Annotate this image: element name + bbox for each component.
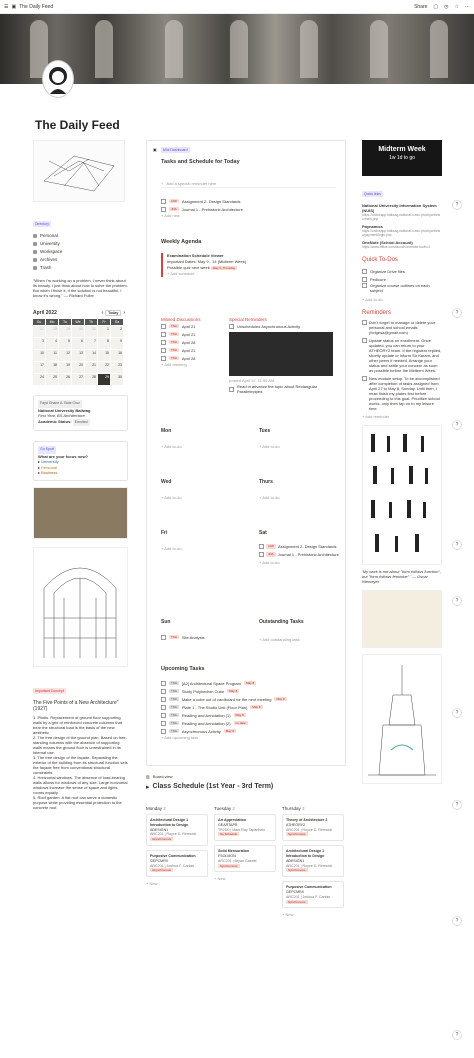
- missed-row[interactable]: TSA April 21: [161, 330, 223, 338]
- task-row[interactable]: JNA Journal 1 - Prehistoric Architecture: [161, 205, 336, 213]
- nav-personal[interactable]: Personal: [33, 233, 128, 238]
- calendar-day[interactable]: 12: [59, 350, 71, 361]
- nav-university[interactable]: University: [33, 241, 128, 246]
- plus-icon: +: [161, 180, 164, 186]
- calendar-day[interactable]: 4: [46, 338, 58, 349]
- status-badge: Enrolled: [73, 419, 90, 427]
- tasks-title: Tasks and Schedule for Today: [161, 159, 240, 165]
- page-title: The Daily Feed: [35, 118, 120, 132]
- page-icon-avatar[interactable]: [42, 60, 74, 98]
- calendar-day[interactable]: 2: [111, 326, 123, 337]
- reminder-item[interactable]: Don't forget to manage or delete your personal and school emails (fcrigesa@gmail.com): [362, 320, 442, 335]
- help-button[interactable]: ?: [452, 420, 462, 430]
- day-wed: Wed: [161, 479, 172, 485]
- add-todo-button[interactable]: + Add to-do: [362, 297, 383, 302]
- midterm-title: Midterm Week: [378, 146, 426, 153]
- todo-row[interactable]: Pedicure: [362, 275, 442, 283]
- focus-item[interactable]: ▸ Business: [38, 470, 58, 475]
- weekday-header: Su: [33, 319, 45, 325]
- task-checkbox[interactable]: [161, 199, 166, 204]
- calendar-day[interactable]: 15: [98, 350, 110, 361]
- concept-title: The Five Points of a New Architecture" (1927): [33, 699, 119, 712]
- calendar-day[interactable]: 25: [46, 374, 58, 385]
- quick-link[interactable]: Paynamics https://onlineapp.baliwag.national-u.edu.ph/criparthnsc/payment/login.php: [362, 224, 441, 237]
- calendar-day[interactable]: 24: [33, 374, 45, 385]
- directory-nav: [33, 233, 128, 270]
- task-checkbox[interactable]: [161, 697, 166, 702]
- midterm-countdown: [362, 140, 442, 176]
- day-sat: Sat: [259, 530, 267, 536]
- archive-icon: [33, 258, 37, 262]
- class-card[interactable]: Architectural Design 1 Introduction to Design ADESIGN1 ARC201 | Royce D. Remoral Synchronous: [282, 845, 344, 877]
- calendar-day[interactable]: 7: [85, 338, 97, 349]
- weekday-header: Mo: [46, 319, 58, 325]
- exam-block: [161, 253, 336, 277]
- concept-item: 3. The free design of the façade. Separating the exterior of the building from its structural function sets the façade free from conventional structural constraints.: [33, 754, 128, 775]
- weekday-header: Th: [85, 319, 97, 325]
- calendar-day[interactable]: 11: [46, 350, 58, 361]
- concept-tag: Important Concept: [35, 688, 64, 693]
- task-checkbox[interactable]: [161, 721, 166, 726]
- calendar-year: 2022: [45, 310, 57, 316]
- class-card[interactable]: Solid Mensuration FSOLMON ARC201 | Bryan Gabriel Synchronous: [214, 845, 276, 872]
- calendar-widget: [33, 310, 125, 385]
- clock-icon[interactable]: ◷: [444, 3, 449, 10]
- day-fri: Fri: [161, 530, 168, 536]
- figures-sketch-image: [362, 425, 442, 565]
- read-row[interactable]: Read in advance the topic about Rectangular Parallelepiped: [229, 383, 337, 395]
- calendar-day[interactable]: 29: [59, 326, 71, 337]
- class-card[interactable]: Purposive Communication GEPCMRX ARC201 | Joshua F. Canlas Synchronous: [282, 881, 344, 908]
- calendar-day[interactable]: 19: [59, 362, 71, 373]
- add-reminder-button[interactable]: + Add reminder: [362, 414, 390, 419]
- upcoming-title: Upcoming Tasks: [161, 666, 205, 672]
- add-todo-button[interactable]: + Add to-do: [161, 444, 182, 449]
- todo-title: Quick To-Dos: [362, 257, 398, 263]
- student-card: [33, 395, 128, 431]
- star-icon[interactable]: ☆: [454, 3, 459, 10]
- calendar-day[interactable]: 13: [72, 350, 84, 361]
- student-tag: Fayd Ghane A. Bote Cruz: [38, 400, 82, 408]
- day-tue: Tues: [259, 428, 271, 434]
- exam-dates: Important Dates: May 9 - 14 (Midterm Week): [167, 259, 247, 264]
- add-todo-button[interactable]: + Add to-do: [259, 444, 280, 449]
- new-card-button[interactable]: + New: [146, 881, 158, 887]
- calendar-day[interactable]: 1: [98, 326, 110, 337]
- help-button[interactable]: ?: [452, 800, 462, 810]
- calendar-day[interactable]: 23: [111, 362, 123, 373]
- add-todo-button[interactable]: + Add to-do: [161, 495, 182, 500]
- new-card-button[interactable]: + New: [214, 876, 226, 882]
- calendar-day[interactable]: 22: [98, 362, 110, 373]
- person-icon: [33, 234, 37, 238]
- exam-title: Examination Schedule Viewer: [167, 253, 224, 258]
- missed-row[interactable]: TSA April 21: [161, 346, 223, 354]
- calendar-day[interactable]: 10: [33, 350, 45, 361]
- upcoming-row[interactable]: TSA Reading and Annotation (1) May 8: [161, 711, 341, 719]
- calendar-day[interactable]: 26: [59, 374, 71, 385]
- quick-link[interactable]: OneNote (School Account) https://www.office.com/launch/onenote?auth=2: [362, 240, 431, 249]
- focus-question: What are your focus now?: [38, 453, 89, 459]
- quick-link[interactable]: National University Information System (NUIS) https://onlineapp.baliwag.national-u.edu.ph/criparthnsc/main.php: [362, 203, 441, 221]
- sat-task[interactable]: JNA Journal 1 - Prehistoric Architecture: [259, 552, 339, 557]
- student-program: First Year, BS Architecture: [38, 413, 85, 418]
- posted-text: posted April 12, 11:59 AM: [229, 378, 275, 383]
- quick-links-tag: Quick links: [364, 192, 381, 196]
- trash-icon: [33, 266, 37, 270]
- reminder-item[interactable]: New module setup. To be accomplished after completion of tasks assigned from April 27 to May 8, Sunday. Until then, I must finish my plates first before proceeding to this goal. Prioritize school works, only then tap on to my leisure time.: [362, 376, 442, 411]
- new-card-button[interactable]: + New: [282, 912, 294, 918]
- student-school: National University Baliwag: [38, 407, 91, 413]
- focus-item[interactable]: ▸ University: [38, 459, 59, 464]
- calendar-day[interactable]: 21: [85, 362, 97, 373]
- niemeyer-quote: 'My work is not about "form follows function", but "form follows feminine".' — Oscar Niemeyer: [362, 569, 441, 584]
- class-card[interactable]: Purposive Communication GEPCMRX ARC201 | Joshua F. Canlas Asynchronous: [146, 850, 208, 877]
- page-icon: ▣: [11, 3, 17, 10]
- task-checkbox[interactable]: [161, 729, 166, 734]
- prev-month-icon[interactable]: ‹: [101, 310, 104, 316]
- more-icon[interactable]: ⋯: [465, 3, 470, 10]
- reminder-item[interactable]: Update status on enrollment. Once updated, you can return to your ATHEORY2 team. If the registrar replied, shortly update or inform Sir Karam, and other peers if needed. Arrange your status and settle your concern as soon as possible before the Midterm Week.: [362, 338, 442, 373]
- schedule-column: Monday 2 Architectural Design 1 Introduction to Design ADESIGN1 ARC201 | Royce D. Remoral Asynchronous Purposive Communication GEPCMRX ARC201 | Joshua F. Canlas Asynchronous + New: [146, 806, 208, 886]
- class-card[interactable]: Theory of Architecture 2 ATHEORY2 ARC201 | Royce D. Remoral Synchronous: [282, 814, 344, 841]
- calendar-grid: [33, 319, 125, 385]
- task-checkbox[interactable]: [161, 207, 166, 212]
- add-meeting-button[interactable]: + Add meeting: [161, 362, 187, 367]
- status-label: Academic Status:: [38, 418, 72, 424]
- midterm-countdown-text: 1w 1d to go: [389, 155, 415, 161]
- calendar-day[interactable]: 5: [59, 338, 71, 349]
- help-button[interactable]: ?: [452, 1030, 462, 1040]
- nav-trash[interactable]: Trash: [33, 265, 128, 270]
- kubatro-cube-poster: [33, 487, 128, 539]
- reminder-input[interactable]: + Add a special reminder here: [161, 179, 336, 188]
- weekly-title: Weekly Agenda: [161, 239, 202, 245]
- calendar-day[interactable]: 20: [72, 362, 84, 373]
- concept-item: 5. Roof garden. A flat roof can serve a domestic purpose while providing essential protection to the concrete roof.: [33, 794, 122, 810]
- calendar-day[interactable]: 14: [85, 350, 97, 361]
- fuller-quote: "When I'm working on a problem, I never think about its beauty. I just think about how to solve the problem. But when I finish it, if the solution is not beautiful, I know it's wrong." — Richard Fuller: [33, 278, 128, 298]
- calendar-day[interactable]: 3: [33, 338, 45, 349]
- task-checkbox[interactable]: [161, 689, 166, 694]
- add-upcoming-button[interactable]: + Add upcoming task: [161, 735, 199, 740]
- special-title: Special Reminders: [229, 317, 267, 322]
- help-button[interactable]: ?: [452, 200, 462, 210]
- help-button[interactable]: ?: [452, 916, 462, 926]
- upcoming-list: [161, 679, 341, 740]
- add-todo-button[interactable]: + Add to-do: [161, 546, 182, 551]
- calendar-day[interactable]: 28: [85, 374, 97, 385]
- directory-tag: Directory: [35, 222, 50, 226]
- concept-item: 2. The free design of the ground plan. Based on free-standing columns with the absence of supporting walls means the ground floor is unrestrained in its internal use.: [33, 734, 127, 755]
- calendar-day[interactable]: 28: [46, 326, 58, 337]
- add-todo-button[interactable]: + Add to-do: [259, 495, 280, 500]
- board-view-tab[interactable]: ▥ Board view: [146, 774, 173, 779]
- special-row[interactable]: Unscheduled Asynchronous Activity: [229, 322, 337, 330]
- building-sketch-image: [33, 547, 128, 667]
- today-button[interactable]: Today: [105, 310, 121, 316]
- help-button[interactable]: ?: [452, 596, 462, 606]
- schedule-column: Thursday 3 Theory of Architecture 2 ATHEORY2 ARC201 | Royce D. Remoral Synchronous Architectural Design 1 Introduction to Design ADESIGN1 ARC201 | Royce D. Remoral Synchronous Purposive Communication GEPCMRX ARC201 | Joshua F. Canlas Synchronous + New: [282, 806, 344, 917]
- breadcrumb-title[interactable]: The Daily Feed: [19, 3, 54, 10]
- day-mon: Mon: [161, 428, 172, 434]
- upcoming-row[interactable]: TSA Reading and Annotation (2) no date: [161, 719, 341, 727]
- outstanding-title: Outstanding Tasks: [259, 619, 304, 625]
- left-column: [33, 140, 128, 810]
- class-card[interactable]: Architectural Design 1 Introduction to Design ADESIGN1 ARC201 | Royce D. Remoral Asynchronous: [146, 814, 208, 846]
- class-schedule: [146, 774, 346, 918]
- nav-archives[interactable]: Archives: [33, 257, 128, 262]
- weekday-header: Fr: [98, 319, 110, 325]
- missed-row[interactable]: TSA April 28: [161, 338, 223, 346]
- todo-row[interactable]: Organize Drive files: [362, 267, 442, 275]
- upcoming-row[interactable]: TSA Asynchronous Activity May 9: [161, 727, 341, 735]
- architecture-sketch-image: [33, 140, 125, 202]
- sat-task[interactable]: ASP Assignment 2- Design Standards: [259, 544, 339, 549]
- menu-icon[interactable]: ☰: [4, 3, 9, 10]
- concept-item: 4. Horizontal windows. The absence of load-bearing walls allows for windows of any size. Large horizontal windows increase the sense of space and lights rooms equally.: [33, 774, 128, 795]
- missed-row[interactable]: TSA April 21: [161, 322, 223, 330]
- nav-workspace[interactable]: Workspace: [33, 249, 128, 254]
- add-schedule-button[interactable]: + Add schedule: [167, 271, 195, 276]
- comments-icon[interactable]: ▢: [433, 3, 439, 10]
- calendar-day[interactable]: 27: [72, 374, 84, 385]
- day-sun: Sun: [161, 619, 171, 625]
- upcoming-row[interactable]: TSA Study Polyhedron Cube May 8: [161, 687, 341, 695]
- calendar-day[interactable]: 9: [111, 338, 123, 349]
- sun-task[interactable]: TSA Site Analysis: [161, 633, 251, 641]
- calendar-day[interactable]: 8: [98, 338, 110, 349]
- weekday-header: Tu: [59, 319, 71, 325]
- upcoming-row[interactable]: TSA Plate 1 - The Studio Unit (Floor Plan) May 8: [161, 703, 341, 711]
- concept-item: 1. Pilotis. Replacement of ground floor supporting walls by a grid of reinforced concrete columns that bear the structural load is the basis of the new aesthetic.: [33, 714, 122, 735]
- todo-row[interactable]: Organize course outlines on each subject: [362, 283, 442, 297]
- help-button[interactable]: ?: [452, 540, 462, 550]
- calendar-day[interactable]: 30: [72, 326, 84, 337]
- colored-sketch-image: [362, 590, 442, 648]
- weekday-header: Sa: [111, 319, 123, 325]
- calendar-day[interactable]: 18: [46, 362, 58, 373]
- calendar-day[interactable]: 17: [33, 362, 45, 373]
- board-icon: ▥: [146, 774, 150, 779]
- focus-card: [33, 441, 128, 481]
- focus-item[interactable]: ▸ Personal: [38, 464, 57, 470]
- day-thu: Thurs: [259, 479, 273, 485]
- top-bar: [0, 0, 474, 14]
- task-checkbox[interactable]: [161, 681, 166, 686]
- upcoming-row[interactable]: TSA Make a cube out of cardboard for the next meeting May 8: [161, 695, 341, 703]
- missed-row[interactable]: TSA April 28: [161, 354, 223, 362]
- next-month-icon[interactable]: ›: [123, 310, 125, 316]
- focus-tag: Go Sport: [38, 446, 56, 454]
- breadcrumb[interactable]: [4, 4, 53, 10]
- add-new-button[interactable]: + Add new: [161, 213, 180, 218]
- help-button[interactable]: ?: [452, 308, 462, 318]
- task-row[interactable]: ASP Assignment 2- Design Standards: [161, 197, 336, 205]
- schedule-column: Tuesday 2 Art Appreciation GEARTAPR TR2D0 | Mark Ray Tapanhele No Schedule Solid Mensuration FSOLMON ARC201 | Bryan Gabriel Synchronous + New: [214, 806, 276, 881]
- exam-note: Possible quiz next week: [167, 265, 210, 270]
- upcoming-row[interactable]: TSA [A2] Architectural Space Program May 8: [161, 679, 341, 687]
- reminders-title: Reminders: [362, 310, 392, 316]
- quick-links: [362, 203, 442, 249]
- monument-sketch-image: [362, 654, 442, 784]
- arrow-icon: ▸: [146, 784, 150, 791]
- exam-pill: May 5, Thursday: [212, 266, 236, 270]
- task-checkbox[interactable]: [161, 713, 166, 718]
- page-icon: ▣: [153, 147, 157, 152]
- calendar-day[interactable]: 31: [85, 326, 97, 337]
- calendar-day[interactable]: 30: [111, 374, 123, 385]
- share-button[interactable]: Share: [414, 3, 428, 10]
- calendar-day[interactable]: 29: [98, 374, 110, 385]
- help-button[interactable]: ?: [452, 708, 462, 718]
- add-outstanding-button[interactable]: + Add outstanding task: [259, 637, 300, 642]
- calendar-day[interactable]: 27: [33, 326, 45, 337]
- calendar-day[interactable]: 6: [72, 338, 84, 349]
- mini-dashboard: [146, 140, 346, 766]
- missed-title: Missed Discussions: [161, 317, 201, 322]
- weekday-header: We: [72, 319, 84, 325]
- university-icon: [33, 242, 37, 246]
- class-card[interactable]: Art Appreciation GEARTAPR TR2D0 | Mark Ray Tapanhele No Schedule: [214, 814, 276, 841]
- screenshot-image: [229, 332, 333, 376]
- dashboard-tag: Mini Dashboard: [163, 148, 188, 152]
- workspace-icon: [33, 250, 37, 254]
- add-todo-button[interactable]: + Add to-do: [259, 560, 280, 565]
- task-checkbox[interactable]: [161, 705, 166, 710]
- calendar-month: April: [33, 310, 45, 316]
- right-column: [362, 140, 442, 784]
- calendar-day[interactable]: 16: [111, 350, 123, 361]
- schedule-title: ▸ Class Schedule (1st Year - 3rd Term): [146, 783, 274, 791]
